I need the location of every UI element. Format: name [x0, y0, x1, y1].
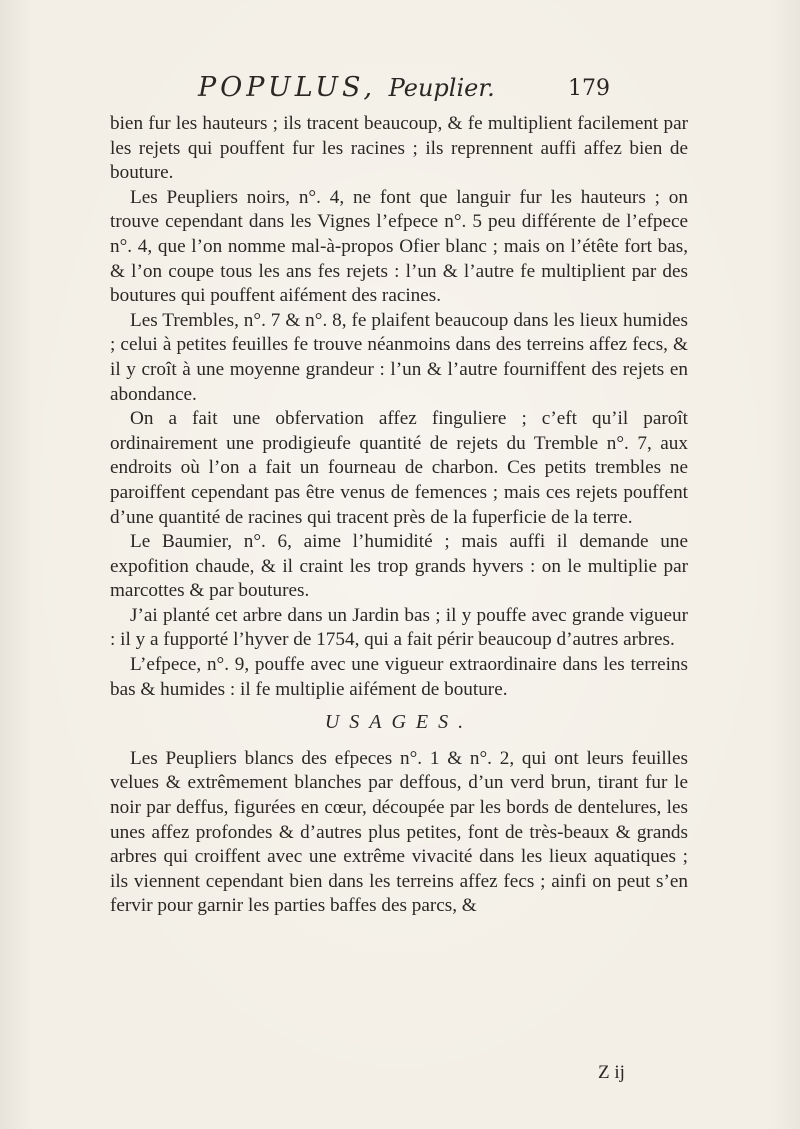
paragraph-black-poplars: Les Peupliers noirs, n°. 4, ne font que languir fur les hauteurs ; on trouve cependant dans les Vignes l’efpece n°. 5 peu différente de l’efpece n°. 4, que l’on nomme mal-à-propos Ofier blanc ; mais on l’étête fort bas, & l’on coupe tous les ans fes rejets : l’un & l’autre fe multiplient par des boutures qui pouffent aifément des racines. — [110, 186, 688, 307]
paragraph-continuation: bien fur les hauteurs ; ils tracent beaucoup, & fe multiplient facilement par les rejets qui pouffent fur les racines ; ils reprennent auffi affez bien de bouture. — [110, 113, 688, 184]
section-heading-usages: USAGES. — [324, 711, 474, 734]
paragraph-observation: On a fait une obfervation affez finguliere ; c’eft qu’il paroît ordinairement une prodigieufe quantité de rejets du Tremble n°. 7, aux endroits où l’on a fait un fourneau de charbon. Ces petits trembles ne paroiffent cependant pas être venus de femences ; mais ces rejets pouffent d’une quantité de racines qui tracent près de la fuperficie de la terre. — [110, 408, 688, 528]
paragraph-species-9: L’efpece, n°. 9, pouffe avec une vigueur extraordinaire dans les terreins bas & humides : il fe multiplie aifément de bouture. — [110, 654, 688, 700]
paragraph-white-poplars: Les Peupliers blancs des efpeces n°. 1 & n°. 2, qui ont leurs feuilles velues & extrêmement blanches par deffous, d’un verd brun, tirant fur le noir par deffus, figurées en cœur, découpée par les bords de dentelures, les unes affez profondes & d’autres plus petites, font de très-beaux & grands arbres qui croiffent avec une extrême vivacité dans les lieux aquatiques ; ils viennent cependant bien dans les terreins affez fecs ; ainfi on peut s’en fervir pour garnir les parties baffes des parcs, & — [110, 747, 688, 917]
paragraph-planting: J’ai planté cet arbre dans un Jardin bas ; il y pouffe avec grande vigueur : il y a fupporté l’hyver de 1754, qui a fait périr beaucoup d’autres arbres. — [110, 604, 688, 651]
paragraph-balsam-poplar: Le Baumier, n°. 6, aime l’humidité ; mais auffi il demande une expofition chaude, & il craint les trop grands hyvers : on le multiplie par marcottes & par boutures. — [110, 531, 688, 602]
body-text — [110, 112, 688, 919]
paragraph-aspens: Les Trembles, n°. 7 & n°. 8, fe plaifent beaucoup dans les lieux humides ; celui à petites feuilles fe trouve néanmoins dans des terreins affez fecs, & il y croît à une moyenne grandeur : l’un & l’autre fourniffent des rejets en abondance. — [110, 309, 688, 405]
common-name: Peuplier. — [388, 74, 495, 102]
running-title — [198, 72, 495, 103]
running-header — [178, 72, 618, 112]
page-number: 179 — [568, 76, 610, 101]
genus-title: POPULUS, — [198, 72, 377, 103]
signature-mark: Z ij — [598, 1062, 625, 1083]
